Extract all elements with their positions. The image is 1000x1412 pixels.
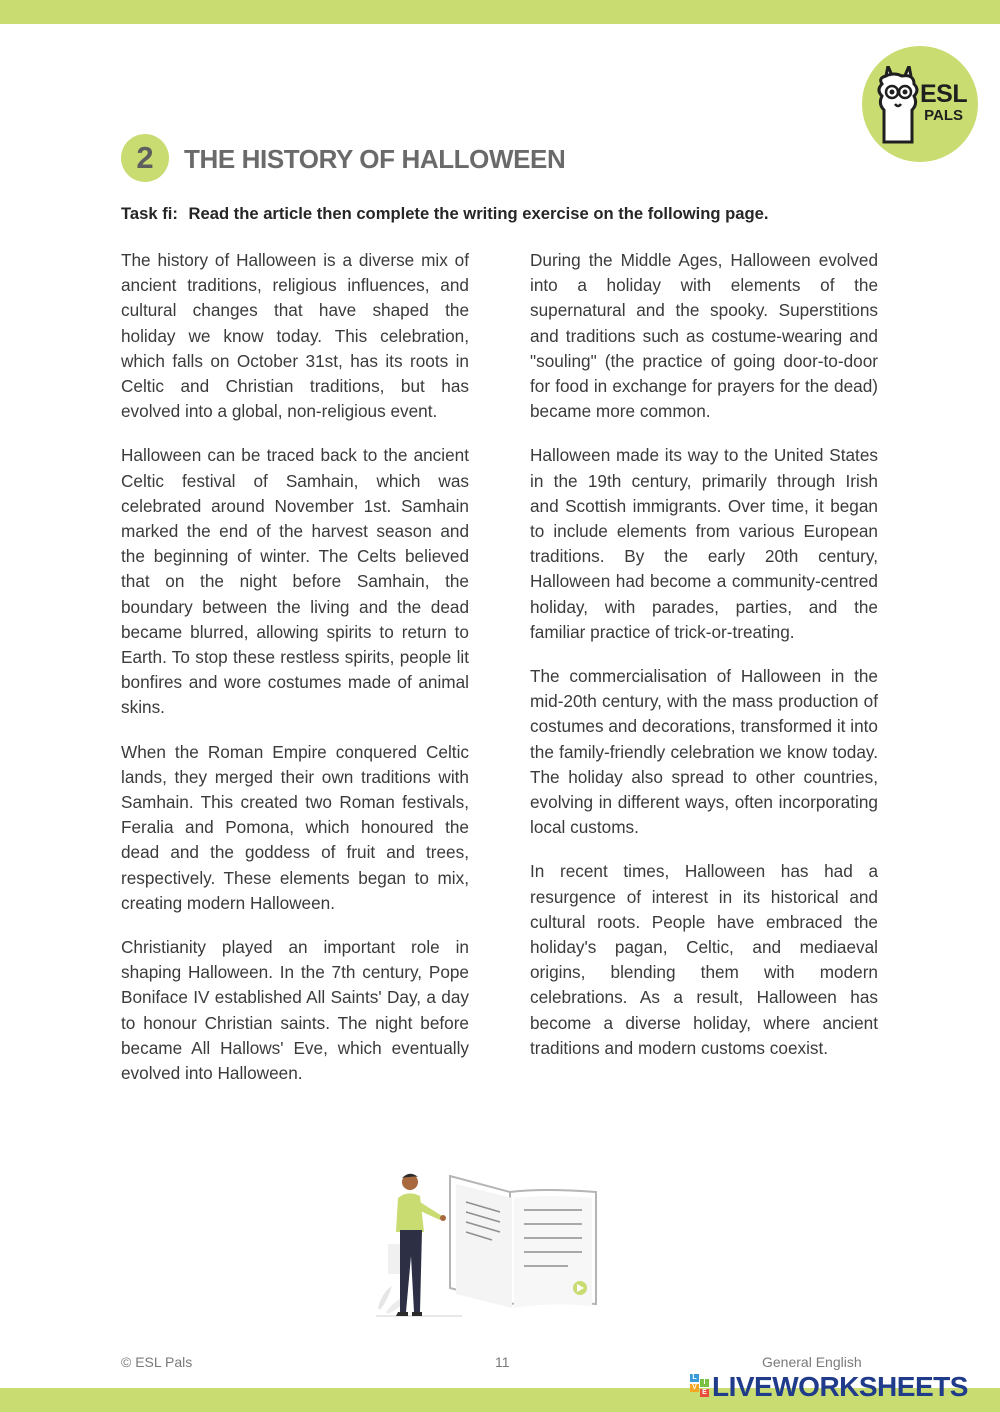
person-reading-book-icon [372, 1168, 602, 1320]
article-paragraph: Halloween made its way to the United States in the 19th century, primarily through Irish and Scottish immigrants. Over time, it began to include elements from various European traditions. By the early 20th century, Halloween had become a community-centred holiday, with parades, parties, and the familiar practice of trick-or-treating. [530, 445, 878, 642]
article-paragraph: When the Roman Empire conquered Celtic lands, they merged their own traditions with Samhain. This created two Roman festivals, Feralia and Pomona, which honoured the dead and the goddess of fruit and trees, respectively. These elements began to mix, creating modern Halloween. [121, 741, 469, 913]
esl-pals-logo [862, 46, 978, 162]
article-paragraph: In recent times, Halloween has had a resurgence of interest in its historical and cultural roots. People have embraced the holiday's pagan, Celtic, and mediaeval origins, blending them with modern celebrations. As a result, Halloween has become a diverse holiday, where ancient traditions and modern customs coexist. [530, 861, 878, 1058]
article-left-column [121, 248, 469, 1105]
footer-page-number: 11 [495, 1354, 510, 1370]
watermark-letter: L [690, 1374, 699, 1382]
top-accent-band [0, 0, 1000, 24]
liveworksheets-text: LIVEWORKSHEETS [712, 1371, 968, 1402]
watermark-letter: V [690, 1384, 699, 1392]
footer-course-name: General English [762, 1354, 862, 1370]
task-label: Task fi: [121, 204, 178, 223]
footer-copyright: © ESL Pals [121, 1354, 193, 1370]
article-paragraph: The history of Halloween is a diverse mix of ancient traditions, religious influences, and cultural changes that have shaped the holiday we know today. This celebration, which falls on October 31st, has its roots in Celtic and Christian traditions, but has evolved into a global, non-religious event. [121, 250, 469, 422]
logo-pals-text: PALS [924, 107, 964, 124]
watermark-letter: I [700, 1379, 709, 1387]
article-right-column [530, 248, 878, 1080]
article-paragraph: The commercialisation of Halloween in the mid-20th century, with the mass production of costumes and decorations, transformed it into the family-friendly celebration we know today. The holiday also spread to other countries, evolving in different ways, often incorporating local customs. [530, 666, 878, 838]
llama-icon [874, 66, 922, 146]
section-title: THE HISTORY OF HALLOWEEN [184, 144, 566, 174]
article-paragraph: Christianity played an important role in shaping Halloween. In the 7th century, Pope Boniface IV established All Saints' Day, a day to honour Christian saints. The night before became All Hallows' Eve, which eventually evolved into Halloween. [121, 937, 469, 1084]
liveworksheets-watermark [690, 1370, 990, 1404]
liveworksheets-logo-icon [690, 1374, 710, 1400]
watermark-letter: E [700, 1389, 709, 1397]
logo-text [920, 82, 967, 123]
task-text: Read the article then complete the writing exercise on the following page. [188, 204, 769, 223]
section-number-badge: 2 [121, 134, 169, 182]
task-instruction [121, 204, 768, 224]
article-paragraph: Halloween can be traced back to the ancient Celtic festival of Samhain, which was celebrated around November 1st. Samhain marked the end of the harvest season and the beginning of winter. The Celts believed that on the night before Samhain, the boundary between the living and the dead became blurred, allowing spirits to return to Earth. To stop these restless spirits, people lit bonfires and wore costumes made of animal skins. [121, 445, 469, 718]
article-paragraph: During the Middle Ages, Halloween evolved into a holiday with elements of the supernatural and the spooky. Superstitions and traditions such as costume-wearing and "souling" (the practice of going door-to-door for food in exchange for prayers for the dead) became more common. [530, 250, 878, 422]
logo-esl-text: ESL [920, 80, 968, 108]
